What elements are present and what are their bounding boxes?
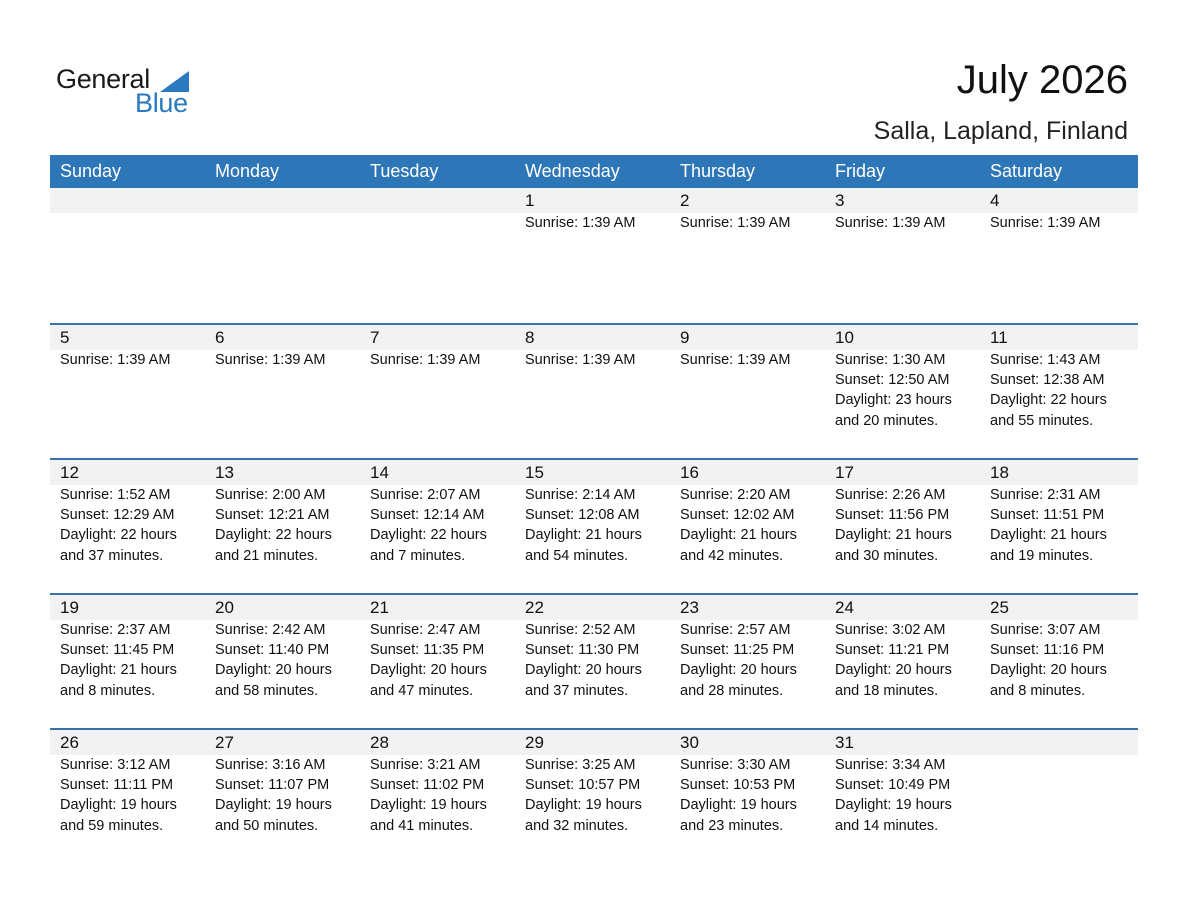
sunrise-text: Sunrise: 1:39 AM — [60, 352, 171, 368]
daylight-text: Daylight: 21 hours — [525, 527, 642, 544]
daylight-minutes-text: and 54 minutes. — [525, 547, 629, 564]
day-number: 19 — [60, 598, 79, 617]
day-number: 24 — [835, 598, 854, 617]
sunset-text: Sunset: 11:07 PM — [215, 777, 330, 794]
day-number: 16 — [680, 463, 699, 482]
daylight-text: Daylight: 19 hours — [370, 797, 487, 814]
day-cell — [515, 730, 670, 863]
day-cell — [360, 325, 515, 458]
day-cell — [980, 595, 1138, 728]
sunrise-text: Sunrise: 2:31 AM — [990, 487, 1101, 503]
sunset-text: Sunset: 10:57 PM — [525, 777, 641, 794]
sunset-text: Sunset: 11:45 PM — [60, 642, 175, 659]
daylight-minutes-text: and 32 minutes. — [525, 817, 629, 834]
day-cell — [825, 595, 980, 728]
day-sun-info — [835, 350, 980, 431]
weekday-sunday: Sunday — [60, 161, 122, 181]
day-number: 28 — [370, 733, 389, 752]
logo-general-text: General — [56, 64, 150, 94]
daylight-minutes-text: and 8 minutes. — [990, 682, 1086, 699]
daylight-text: Daylight: 21 hours — [60, 662, 177, 679]
daylight-minutes-text: and 55 minutes. — [990, 412, 1094, 429]
sunrise-text: Sunrise: 1:39 AM — [835, 215, 946, 231]
sunrise-text: Sunrise: 2:20 AM — [680, 487, 791, 503]
daylight-minutes-text: and 47 minutes. — [370, 682, 474, 699]
day-number: 15 — [525, 463, 544, 482]
day-sun-info — [215, 485, 360, 566]
daylight-minutes-text: and 14 minutes. — [835, 817, 939, 834]
sunset-text: Sunset: 12:50 AM — [835, 372, 950, 389]
day-cell — [980, 730, 1138, 863]
day-number — [370, 188, 515, 213]
sunrise-text: Sunrise: 2:57 AM — [680, 622, 791, 638]
sunset-text: Sunset: 11:21 PM — [835, 642, 950, 659]
daylight-text: Daylight: 20 hours — [835, 662, 952, 679]
daylight-minutes-text: and 19 minutes. — [990, 547, 1094, 564]
location-subtitle: Salla, Lapland, Finland — [873, 117, 1128, 145]
day-sun-info — [215, 350, 360, 370]
week-row — [50, 458, 1138, 593]
day-number: 11 — [990, 328, 1008, 347]
day-sun-info — [835, 485, 980, 566]
day-number: 26 — [60, 733, 79, 752]
day-number: 3 — [835, 191, 845, 210]
day-cell — [515, 188, 670, 323]
day-sun-info — [370, 485, 515, 566]
week-row — [50, 323, 1138, 458]
day-number: 18 — [990, 463, 1009, 482]
sunrise-text: Sunrise: 2:37 AM — [60, 622, 171, 638]
day-number: 21 — [370, 598, 389, 617]
sunrise-text: Sunrise: 3:07 AM — [990, 622, 1101, 638]
day-cell — [205, 188, 360, 323]
week-cells — [50, 325, 1138, 458]
day-number: 23 — [680, 598, 699, 617]
weekday-saturday: Saturday — [990, 161, 1063, 181]
day-cell — [670, 460, 825, 593]
weekday-wednesday: Wednesday — [525, 161, 620, 181]
sunrise-text: Sunrise: 1:39 AM — [990, 215, 1101, 231]
sunset-text: Sunset: 12:02 AM — [680, 507, 795, 524]
sunrise-text: Sunrise: 2:14 AM — [525, 487, 636, 503]
daylight-text: Daylight: 19 hours — [835, 797, 952, 814]
week-cells — [50, 595, 1138, 728]
day-sun-info — [680, 620, 825, 701]
daylight-text: Daylight: 22 hours — [990, 392, 1107, 409]
day-number: 13 — [215, 463, 234, 482]
day-number: 7 — [370, 328, 380, 347]
day-number: 12 — [60, 463, 79, 482]
sunrise-text: Sunrise: 1:39 AM — [525, 352, 636, 368]
day-cell — [50, 325, 205, 458]
day-number: 17 — [835, 463, 854, 482]
day-cell — [205, 595, 360, 728]
day-cell — [50, 730, 205, 863]
day-cell — [50, 460, 205, 593]
day-cell — [50, 595, 205, 728]
sunrise-text: Sunrise: 3:02 AM — [835, 622, 946, 638]
daylight-text: Daylight: 20 hours — [370, 662, 487, 679]
week-row — [50, 593, 1138, 728]
daylight-minutes-text: and 58 minutes. — [215, 682, 319, 699]
day-number: 25 — [990, 598, 1009, 617]
week-cells — [50, 730, 1138, 863]
daylight-text: Daylight: 22 hours — [60, 527, 177, 544]
sunset-text: Sunset: 12:21 AM — [215, 507, 330, 524]
sunrise-text: Sunrise: 3:34 AM — [835, 757, 946, 773]
daylight-text: Daylight: 19 hours — [215, 797, 332, 814]
day-sun-info — [215, 755, 360, 836]
day-number: 1 — [525, 191, 535, 210]
day-sun-info — [525, 213, 670, 233]
daylight-text: Daylight: 21 hours — [990, 527, 1107, 544]
day-number: 29 — [525, 733, 544, 752]
sunrise-text: Sunrise: 2:52 AM — [525, 622, 636, 638]
week-row — [50, 728, 1138, 863]
day-cell — [825, 325, 980, 458]
day-cell — [360, 460, 515, 593]
day-sun-info — [835, 213, 980, 233]
daylight-text: Daylight: 20 hours — [215, 662, 332, 679]
sunrise-text: Sunrise: 1:52 AM — [60, 487, 171, 503]
day-sun-info — [60, 620, 205, 701]
sunset-text: Sunset: 11:56 PM — [835, 507, 950, 524]
day-sun-info — [525, 485, 670, 566]
daylight-minutes-text: and 7 minutes. — [370, 547, 466, 564]
daylight-minutes-text: and 21 minutes. — [215, 547, 319, 564]
generalblue-logo — [56, 64, 206, 120]
daylight-text: Daylight: 21 hours — [835, 527, 952, 544]
sunrise-text: Sunrise: 1:39 AM — [680, 352, 791, 368]
day-number — [990, 730, 1138, 755]
day-cell — [670, 595, 825, 728]
sunset-text: Sunset: 11:40 PM — [215, 642, 330, 659]
daylight-text: Daylight: 21 hours — [680, 527, 797, 544]
daylight-text: Daylight: 19 hours — [680, 797, 797, 814]
daylight-text: Daylight: 19 hours — [525, 797, 642, 814]
day-sun-info — [370, 350, 515, 370]
day-sun-info — [525, 755, 670, 836]
calendar-weeks — [50, 188, 1138, 863]
day-number: 31 — [835, 733, 854, 752]
sunrise-text: Sunrise: 1:39 AM — [370, 352, 481, 368]
day-cell — [515, 460, 670, 593]
week-cells — [50, 460, 1138, 593]
day-number: 20 — [215, 598, 234, 617]
sunset-text: Sunset: 11:35 PM — [370, 642, 485, 659]
day-sun-info — [525, 350, 670, 370]
daylight-minutes-text: and 50 minutes. — [215, 817, 319, 834]
day-sun-info — [525, 620, 670, 701]
day-cell — [980, 188, 1138, 323]
day-number: 30 — [680, 733, 699, 752]
day-sun-info — [990, 350, 1138, 431]
day-sun-info — [680, 213, 825, 233]
sunset-text: Sunset: 11:30 PM — [525, 642, 640, 659]
day-number: 22 — [525, 598, 544, 617]
sunset-text: Sunset: 11:02 PM — [370, 777, 485, 794]
daylight-minutes-text: and 8 minutes. — [60, 682, 156, 699]
day-cell — [980, 325, 1138, 458]
daylight-text: Daylight: 20 hours — [680, 662, 797, 679]
sunrise-text: Sunrise: 3:30 AM — [680, 757, 791, 773]
day-number: 27 — [215, 733, 234, 752]
sunset-text: Sunset: 12:14 AM — [370, 507, 485, 524]
daylight-minutes-text: and 41 minutes. — [370, 817, 474, 834]
sunset-text: Sunset: 11:51 PM — [990, 507, 1105, 524]
day-cell — [360, 730, 515, 863]
sunrise-text: Sunrise: 3:16 AM — [215, 757, 326, 773]
day-sun-info — [60, 755, 205, 836]
sunset-text: Sunset: 10:53 PM — [680, 777, 796, 794]
weekday-header — [50, 155, 1138, 188]
day-sun-info — [680, 350, 825, 370]
sunset-text: Sunset: 12:08 AM — [525, 507, 640, 524]
day-cell — [360, 595, 515, 728]
daylight-minutes-text: and 18 minutes. — [835, 682, 939, 699]
week-cells — [50, 188, 1138, 323]
day-number: 6 — [215, 328, 225, 347]
sunrise-text: Sunrise: 1:39 AM — [525, 215, 636, 231]
sunrise-text: Sunrise: 2:42 AM — [215, 622, 326, 638]
daylight-text: Daylight: 19 hours — [60, 797, 177, 814]
daylight-minutes-text: and 23 minutes. — [680, 817, 784, 834]
day-sun-info — [990, 213, 1138, 233]
daylight-text: Daylight: 22 hours — [215, 527, 332, 544]
weekday-thursday: Thursday — [680, 161, 756, 181]
day-cell — [670, 730, 825, 863]
daylight-text: Daylight: 22 hours — [370, 527, 487, 544]
day-number: 9 — [680, 328, 690, 347]
week-row — [50, 188, 1138, 323]
day-cell — [515, 595, 670, 728]
day-cell — [360, 188, 515, 323]
sunrise-text: Sunrise: 3:12 AM — [60, 757, 171, 773]
day-cell — [205, 730, 360, 863]
day-sun-info — [60, 485, 205, 566]
day-sun-info — [215, 620, 360, 701]
sunrise-text: Sunrise: 1:30 AM — [835, 352, 946, 368]
day-sun-info — [370, 755, 515, 836]
day-number: 4 — [990, 191, 1000, 210]
day-sun-info — [990, 620, 1138, 701]
day-sun-info — [990, 485, 1138, 566]
day-number: 5 — [60, 328, 70, 347]
daylight-text: Daylight: 23 hours — [835, 392, 952, 409]
day-sun-info — [835, 755, 980, 836]
day-cell — [205, 325, 360, 458]
day-sun-info — [60, 350, 205, 370]
day-number: 2 — [680, 191, 690, 210]
sunrise-text: Sunrise: 2:00 AM — [215, 487, 326, 503]
day-cell — [50, 188, 205, 323]
day-number — [215, 188, 360, 213]
day-cell — [825, 460, 980, 593]
sunset-text: Sunset: 12:29 AM — [60, 507, 175, 524]
sunrise-text: Sunrise: 2:26 AM — [835, 487, 946, 503]
page-title: July 2026 — [956, 58, 1128, 102]
day-cell — [670, 325, 825, 458]
day-cell — [825, 730, 980, 863]
sunset-text: Sunset: 11:25 PM — [680, 642, 795, 659]
logo-blue-text: Blue — [135, 88, 188, 118]
sunset-text: Sunset: 11:16 PM — [990, 642, 1105, 659]
weekday-monday: Monday — [215, 161, 280, 181]
day-number: 10 — [835, 328, 854, 347]
day-cell — [515, 325, 670, 458]
day-cell — [205, 460, 360, 593]
weekday-tuesday: Tuesday — [370, 161, 439, 181]
day-sun-info — [370, 620, 515, 701]
day-cell — [825, 188, 980, 323]
daylight-minutes-text: and 28 minutes. — [680, 682, 784, 699]
daylight-minutes-text: and 37 minutes. — [60, 547, 164, 564]
weekday-friday: Friday — [835, 161, 886, 181]
daylight-minutes-text: and 42 minutes. — [680, 547, 784, 564]
sunrise-text: Sunrise: 1:43 AM — [990, 352, 1101, 368]
day-cell — [980, 460, 1138, 593]
calendar-grid — [50, 155, 1138, 863]
day-sun-info — [835, 620, 980, 701]
daylight-text: Daylight: 20 hours — [990, 662, 1107, 679]
sunrise-text: Sunrise: 2:07 AM — [370, 487, 481, 503]
day-sun-info — [680, 755, 825, 836]
day-cell — [670, 188, 825, 323]
sunrise-text: Sunrise: 2:47 AM — [370, 622, 481, 638]
sunset-text: Sunset: 10:49 PM — [835, 777, 951, 794]
daylight-minutes-text: and 20 minutes. — [835, 412, 939, 429]
sunrise-text: Sunrise: 1:39 AM — [215, 352, 326, 368]
daylight-text: Daylight: 20 hours — [525, 662, 642, 679]
sunrise-text: Sunrise: 3:21 AM — [370, 757, 481, 773]
day-number — [60, 188, 205, 213]
daylight-minutes-text: and 30 minutes. — [835, 547, 939, 564]
sunrise-text: Sunrise: 3:25 AM — [525, 757, 636, 773]
day-sun-info — [680, 485, 825, 566]
sunset-text: Sunset: 12:38 AM — [990, 372, 1105, 389]
sunrise-text: Sunrise: 1:39 AM — [680, 215, 791, 231]
day-number: 8 — [525, 328, 535, 347]
sunset-text: Sunset: 11:11 PM — [60, 777, 174, 794]
day-number: 14 — [370, 463, 389, 482]
daylight-minutes-text: and 37 minutes. — [525, 682, 629, 699]
daylight-minutes-text: and 59 minutes. — [60, 817, 164, 834]
